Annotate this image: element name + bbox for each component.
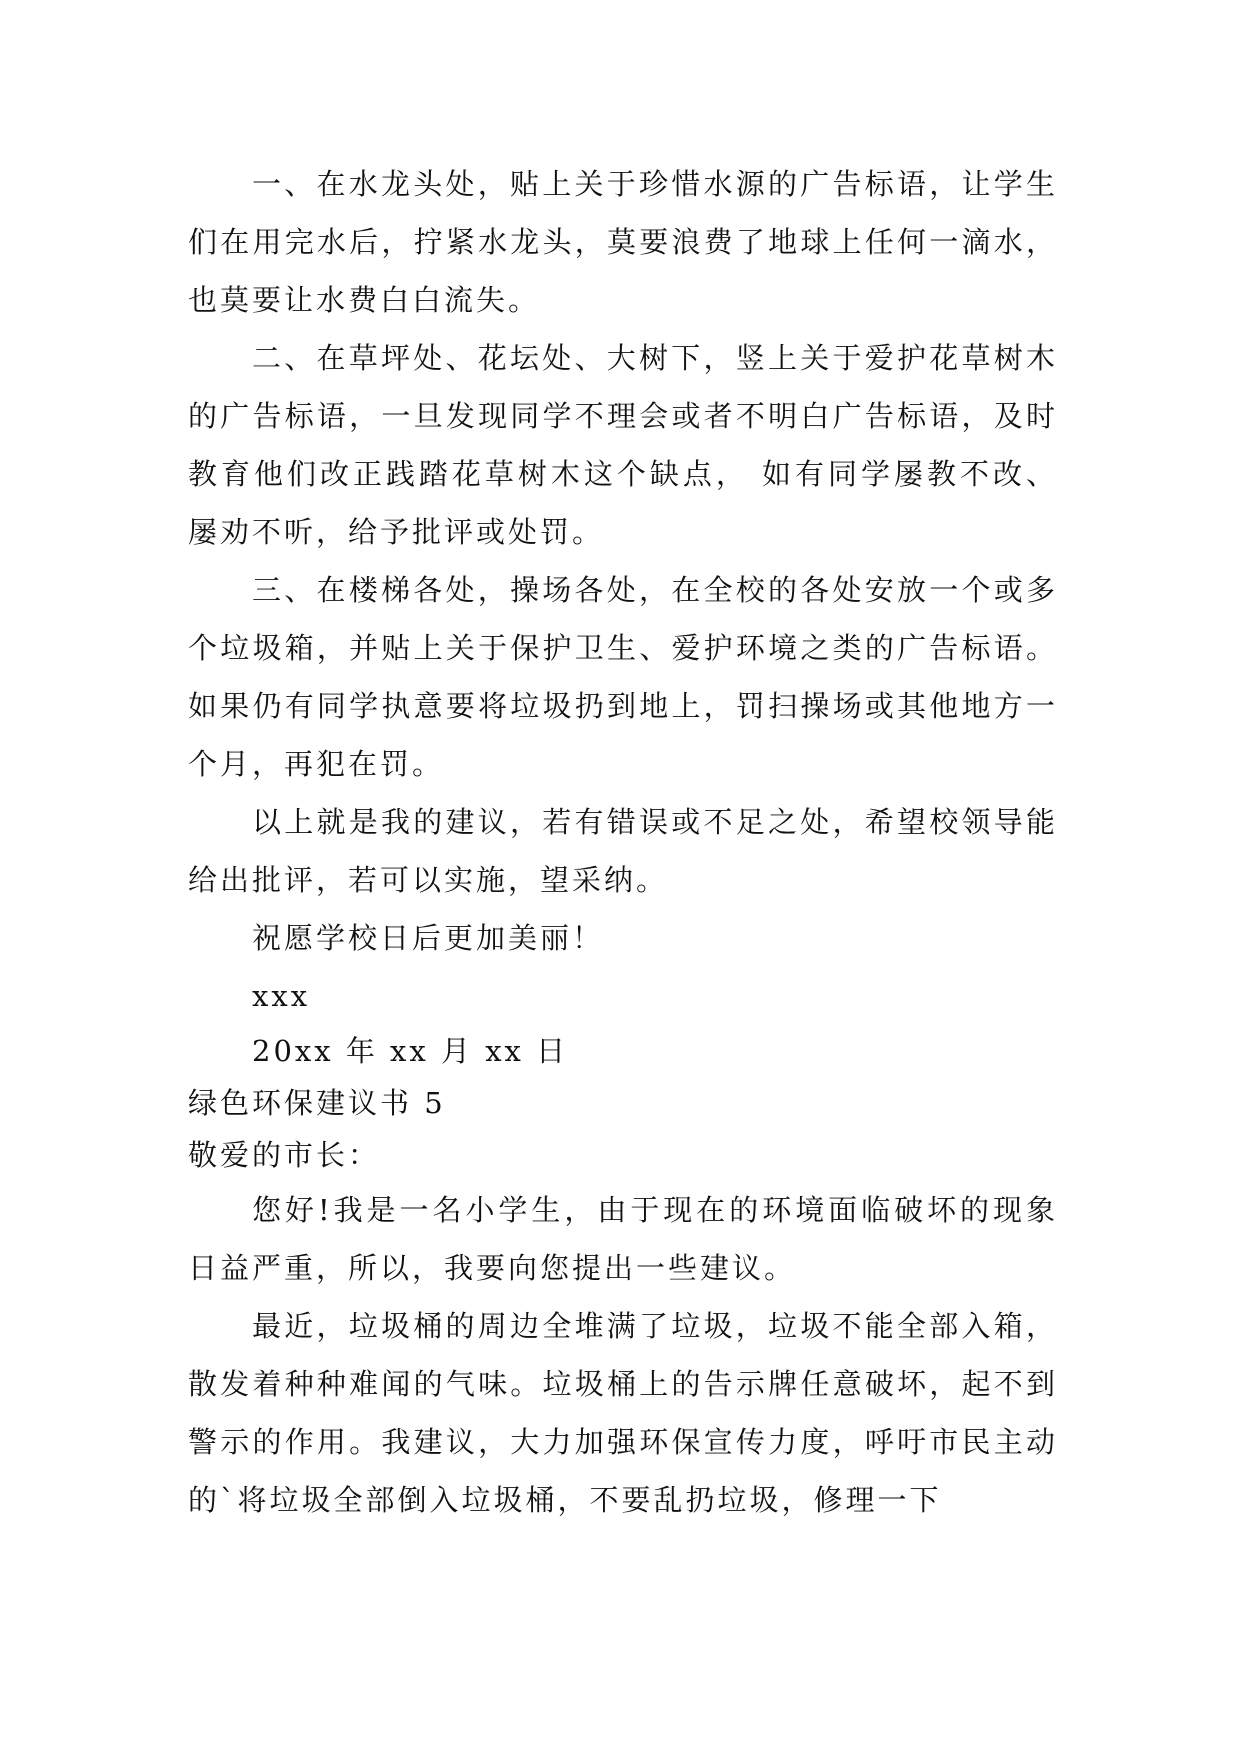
paragraph-suggestion-2: 二、在草坪处、花坛处、大树下，竖上关于爱护花草树木的广告标语，一旦发现同学不理会或者不明白广告标语，及时教育他们改正践踏花草树木这个缺点， 如有同学屡教不改、屡劝不听，给予批评或处罚。 [188, 341, 1058, 549]
paragraph-suggestion-1: 一、在水龙头处，贴上关于珍惜水源的广告标语，让学生们在用完水后，拧紧水龙头，莫要浪费了地球上任何一滴水，也莫要让水费白白流失。 [188, 167, 1058, 317]
body-paragraph-1: 您好!我是一名小学生，由于现在的环境面临破坏的现象日益严重，所以，我要向您提出一些建议。 [188, 1193, 1058, 1285]
signature-name: xxx [252, 979, 311, 1013]
paragraph-wish: 祝愿学校日后更加美丽！ [252, 921, 605, 955]
body-paragraph-2: 最近，垃圾桶的周边全堆满了垃圾，垃圾不能全部入箱，散发着种种难闻的气味。垃圾桶上的告示牌任意破坏，起不到警示的作用。我建议，大力加强环保宣传力度，呼吁市民主动的`将垃圾全部倒入垃圾桶，不要乱扔垃圾，修理一下 [188, 1309, 1058, 1517]
section-title: 绿色环保建议书 5 [188, 1086, 446, 1120]
paragraph-suggestion-3: 三、在楼梯各处，操场各处，在全校的各处安放一个或多个垃圾箱，并贴上关于保护卫生、爱护环境之类的广告标语。如果仍有同学执意要将垃圾扔到地上，罚扫操场或其他地方一个月，再犯在罚。 [188, 573, 1058, 781]
paragraph-closing: 以上就是我的建议，若有错误或不足之处，希望校领导能给出批评，若可以实施，望采纳。 [188, 805, 1058, 897]
document-content [188, 155, 1058, 1529]
salutation: 敬爱的市长： [188, 1138, 381, 1172]
signature-date: 20xx 年 xx 月 xx 日 [252, 1034, 569, 1068]
